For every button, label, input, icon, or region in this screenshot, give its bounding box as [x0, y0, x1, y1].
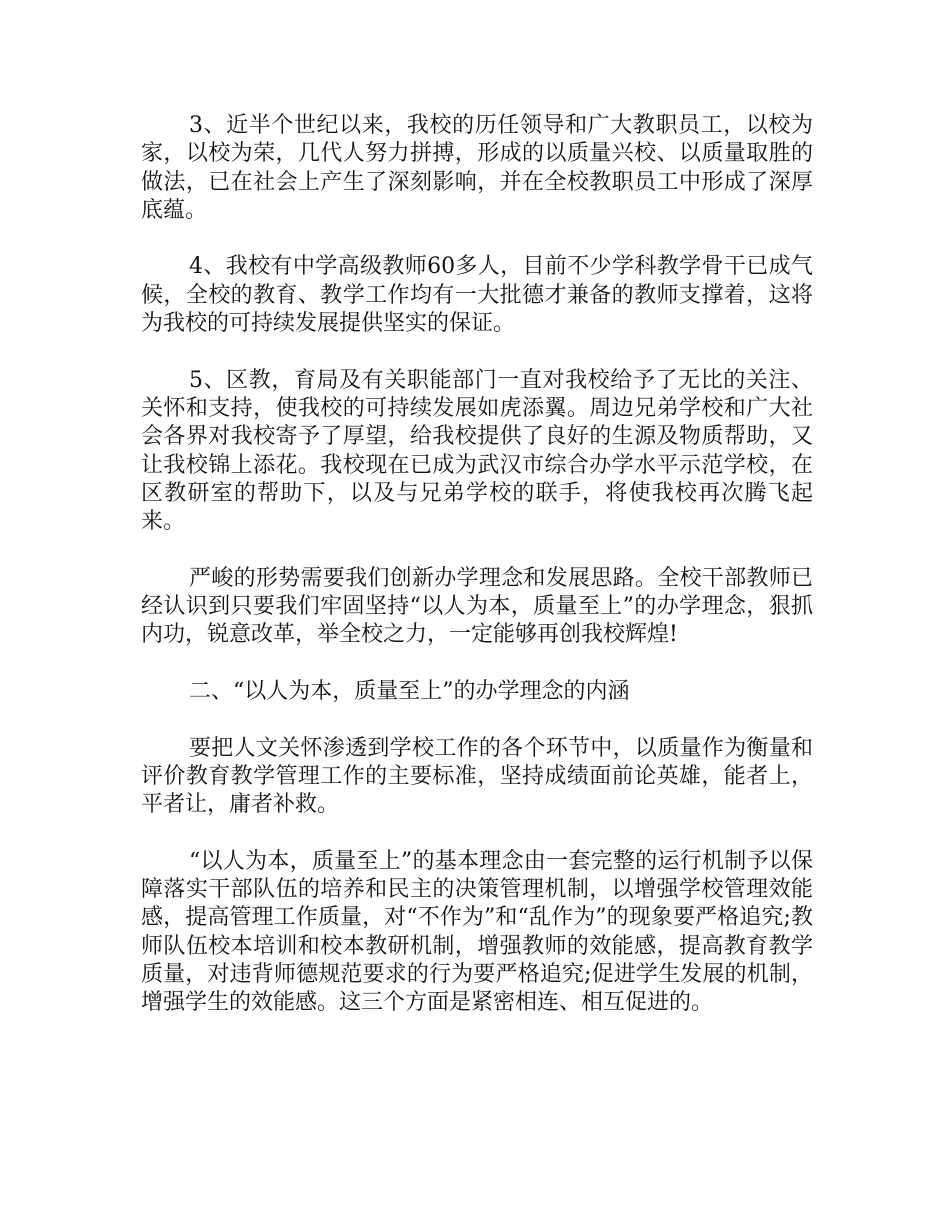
paragraph-4: 4、我校有中学高级教师60多人，目前不少学科教学骨干已成气候，全校的教育、教学工作均有一大批德才兼备的教师支撑着，这将为我校的可持续发展提供坚实的保证。 — [141, 254, 813, 337]
paragraph-5: 5、区教，育局及有关职能部门一直对我校给予了无比的关注、关怀和支持，使我校的可持续发展如虎添翼。周边兄弟学校和广大社会各界对我校寄予了厚望，给我校提供了良好的生源及物质帮助，又让我校锦上添花。我校现在已成为武汉市综合办学水平示范学校，在区教研室的帮助下，以及与兄弟学校的联手，将使我校再次腾飞起来。 — [141, 367, 813, 535]
paragraph-3: 3、近半个世纪以来，我校的历任领导和广大教职员工，以校为家，以校为荣，几代人努力拼搏，形成的以质量兴校、以质量取胜的做法，已在社会上产生了深刻影响，并在全校教职员工中形成了深厚底蕴。 — [141, 113, 813, 223]
paragraph-situation: 严峻的形势需要我们创新办学理念和发展思路。全校干部教师已经认识到只要我们牢固坚持“以人为本，质量至上”的办学理念，狠抓内功，锐意改革，举全校之力，一定能够再创我校辉煌! — [141, 565, 813, 648]
paragraph-humanistic-care: 要把人文关怀渗透到学校工作的各个环节中，以质量作为衡量和评价教育教学管理工作的主要标准，坚持成绩面前论英雄，能者上，平者让，庸者补救。 — [141, 735, 813, 818]
section-heading: 二、“以人为本，质量至上”的办学理念的内涵 — [189, 678, 630, 704]
document-page — [141, 112, 813, 1018]
paragraph-mechanism: “以人为本，质量至上”的基本理念由一套完整的运行机制予以保障落实干部队伍的培养和民主的决策管理机制，以增强学校管理效能感，提高管理工作质量，对“不作为”和“乱作为”的现象要严格追究;教师队伍校本培训和校本教研机制，增强教师的效能感，提高教育教学质量，对违背师德规范要求的行为要严格追究;促进学生发展的机制，增强学生的效能感。这三个方面是紧密相连、相互促进的。 — [141, 848, 813, 1016]
